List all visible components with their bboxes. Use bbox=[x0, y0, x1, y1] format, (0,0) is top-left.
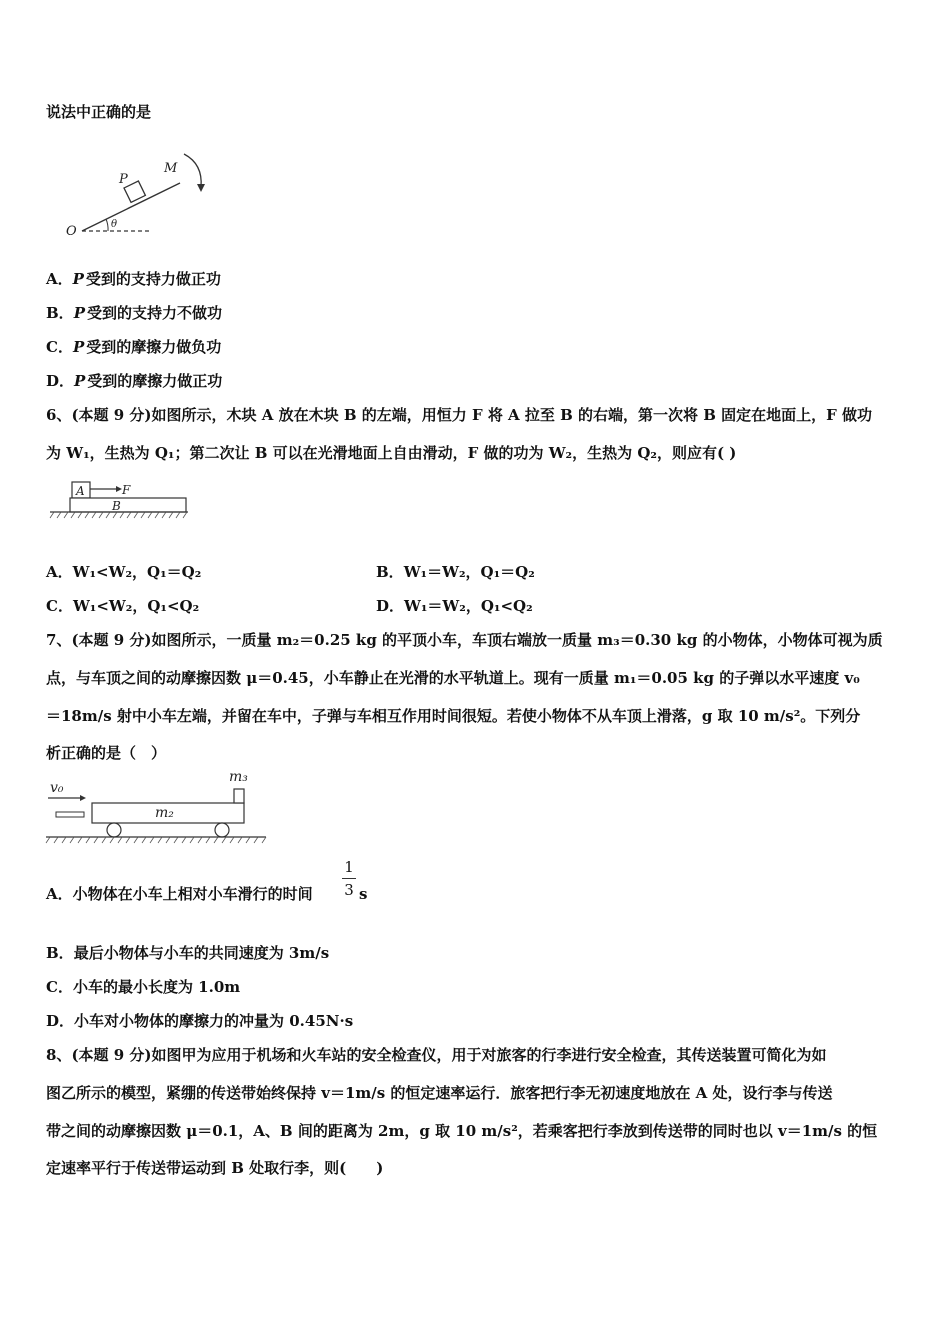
option-letter: C． bbox=[46, 978, 73, 996]
q7-label-v0: v₀ bbox=[50, 780, 64, 796]
option-letter: C． bbox=[46, 597, 73, 615]
q5-rotation-arrow bbox=[184, 154, 201, 187]
q7-option-d[interactable] bbox=[46, 1010, 353, 1032]
q7-option-b[interactable] bbox=[46, 942, 329, 964]
question-head: (本题 9 分) bbox=[71, 631, 152, 649]
q8-stem-line3: 带之间的动摩擦因数 μ＝0.1，A、B 间的距离为 2m，g 取 10 m/s²，若乘客把行李放到传送带的同时也以 v＝1m/s 的恒 bbox=[46, 1122, 878, 1140]
q5-label-p: P bbox=[119, 172, 128, 187]
q7-label-m3: m₃ bbox=[229, 769, 248, 785]
q7-label-m2: m₂ bbox=[155, 805, 174, 821]
q6-option-a[interactable] bbox=[46, 561, 201, 583]
option-text: W₁＝W₂，Q₁<Q₂ bbox=[404, 597, 533, 615]
option-text: 受到的摩擦力做负功 bbox=[86, 338, 222, 356]
option-letter: D． bbox=[376, 597, 405, 615]
question-number: 8、 bbox=[46, 1046, 72, 1064]
option-letter: D． bbox=[46, 1012, 75, 1030]
option-text: 受到的支持力不做功 bbox=[86, 304, 222, 322]
q7-option-a-fraction bbox=[342, 858, 356, 899]
q6-label-a: A bbox=[76, 484, 85, 498]
q7-figure bbox=[44, 766, 269, 848]
q6-label-f: F bbox=[122, 483, 131, 497]
q7-stem-line4: 析正确的是（ ） bbox=[46, 744, 167, 762]
q7-wheel-left bbox=[107, 823, 121, 837]
q7-option-a[interactable] bbox=[46, 883, 313, 905]
q5-option-b[interactable] bbox=[46, 302, 222, 324]
q5-option-c[interactable] bbox=[46, 336, 221, 358]
question-head: (本题 9 分) bbox=[71, 1046, 152, 1064]
q7-wheel-right bbox=[215, 823, 229, 837]
q7-stem-line2: 点，与车顶之间的动摩擦因数 μ＝0.45，小车静止在光滑的水平轨道上。现有一质量 m₁＝0.05 kg 的子弹以水平速度 v₀ bbox=[46, 669, 860, 687]
q7-option-a-unit: s bbox=[359, 885, 368, 903]
q8-stem-line4: 定速率平行于传送带运动到 B 处取行李，则( ) bbox=[46, 1159, 384, 1177]
option-letter: A． bbox=[46, 270, 73, 288]
q6-figure bbox=[48, 478, 193, 523]
option-text: 受到的摩擦力做正功 bbox=[87, 372, 223, 390]
q7-velocity-arrowhead bbox=[80, 795, 86, 801]
q6-option-c[interactable] bbox=[46, 595, 199, 617]
question-head: (本题 9 分) bbox=[71, 406, 152, 424]
q6-label-b: B bbox=[112, 499, 121, 513]
option-text: W₁＝W₂，Q₁＝Q₂ bbox=[403, 563, 535, 581]
q5-label-o: O bbox=[66, 224, 77, 239]
q5-option-d[interactable] bbox=[46, 370, 222, 392]
q7-block-m3 bbox=[234, 789, 244, 803]
q5-option-a[interactable] bbox=[46, 268, 221, 290]
q5-figure bbox=[60, 150, 220, 245]
question-number: 6、 bbox=[46, 406, 72, 424]
option-text: 小车的最小长度为 1.0m bbox=[72, 978, 241, 996]
q5-angle-arc bbox=[106, 219, 108, 231]
question-text: 如图甲为应用于机场和火车站的安全检查仪，用于对旅客的行李进行安全检查，其传送装置可简化为如 bbox=[151, 1046, 827, 1064]
q5-label-m: M bbox=[164, 161, 178, 176]
q6-stem-line1 bbox=[46, 404, 872, 426]
option-text: 小车对小物体的摩擦力的冲量为 0.45N·s bbox=[74, 1012, 354, 1030]
question-text: 如图所示，一质量 m₂＝0.25 kg 的平顶小车，车顶右端放一质量 m₃＝0.30 kg 的小物体，小物体可视为质 bbox=[151, 631, 883, 649]
option-var: P bbox=[72, 270, 84, 288]
q8-stem-line2: 图乙所示的模型，紧绷的传送带始终保持 v＝1m/s 的恒定速率运行．旅客把行李无初速度地放在 A 处，设行李与传送 bbox=[46, 1084, 833, 1102]
option-text: 最后小物体与小车的共同速度为 3m/s bbox=[73, 944, 330, 962]
q6-block-b bbox=[70, 498, 186, 512]
q5-label-theta: θ bbox=[111, 219, 118, 230]
q8-stem-line1 bbox=[46, 1044, 827, 1066]
option-text: W₁<W₂，Q₁<Q₂ bbox=[72, 597, 200, 615]
q7-stem-line1 bbox=[46, 629, 883, 651]
question-text: 如图所示，木块 A 放在木块 B 的左端，用恒力 F 将 A 拉至 B 的右端，第一次将 B 固定在地面上，F 做功 bbox=[151, 406, 873, 424]
question-number: 7、 bbox=[46, 631, 72, 649]
option-text: 受到的支持力做正功 bbox=[85, 270, 221, 288]
option-text: W₁<W₂，Q₁＝Q₂ bbox=[72, 563, 202, 581]
q7-bullet bbox=[56, 812, 84, 817]
q7-option-c[interactable] bbox=[46, 976, 240, 998]
fraction-denominator: 3 bbox=[344, 881, 354, 899]
option-letter: B． bbox=[376, 563, 404, 581]
option-text: 小物体在小车上相对小车滑行的时间 bbox=[72, 885, 313, 903]
option-letter: D． bbox=[46, 372, 75, 390]
option-letter: A． bbox=[46, 885, 73, 903]
intro-text: 说法中正确的是 bbox=[46, 103, 152, 121]
option-letter: B． bbox=[46, 944, 74, 962]
q6-option-b[interactable] bbox=[376, 561, 535, 583]
q7-stem-line3: ＝18m/s 射中小车左端，并留在车中，子弹与车相互作用时间很短。若使小物体不从车顶上滑落，g 取 10 m/s²。下列分 bbox=[46, 707, 861, 725]
option-var: P bbox=[72, 338, 85, 356]
fraction-numerator: 1 bbox=[344, 858, 354, 876]
option-letter: B． bbox=[46, 304, 74, 322]
q5-rotation-arrowhead bbox=[197, 184, 205, 192]
option-var: P bbox=[74, 372, 86, 390]
option-letter: C． bbox=[46, 338, 73, 356]
option-letter: A． bbox=[46, 563, 73, 581]
q6-option-d[interactable] bbox=[376, 595, 533, 617]
q7-ground-hatch bbox=[46, 837, 266, 843]
option-var: P bbox=[73, 304, 85, 322]
q6-stem-line2: 为 W₁，生热为 Q₁；第二次让 B 可以在光滑地面上自由滑动，F 做的功为 W₂，生热为 Q₂，则应有( ) bbox=[46, 444, 737, 462]
fraction-bar bbox=[342, 878, 356, 879]
